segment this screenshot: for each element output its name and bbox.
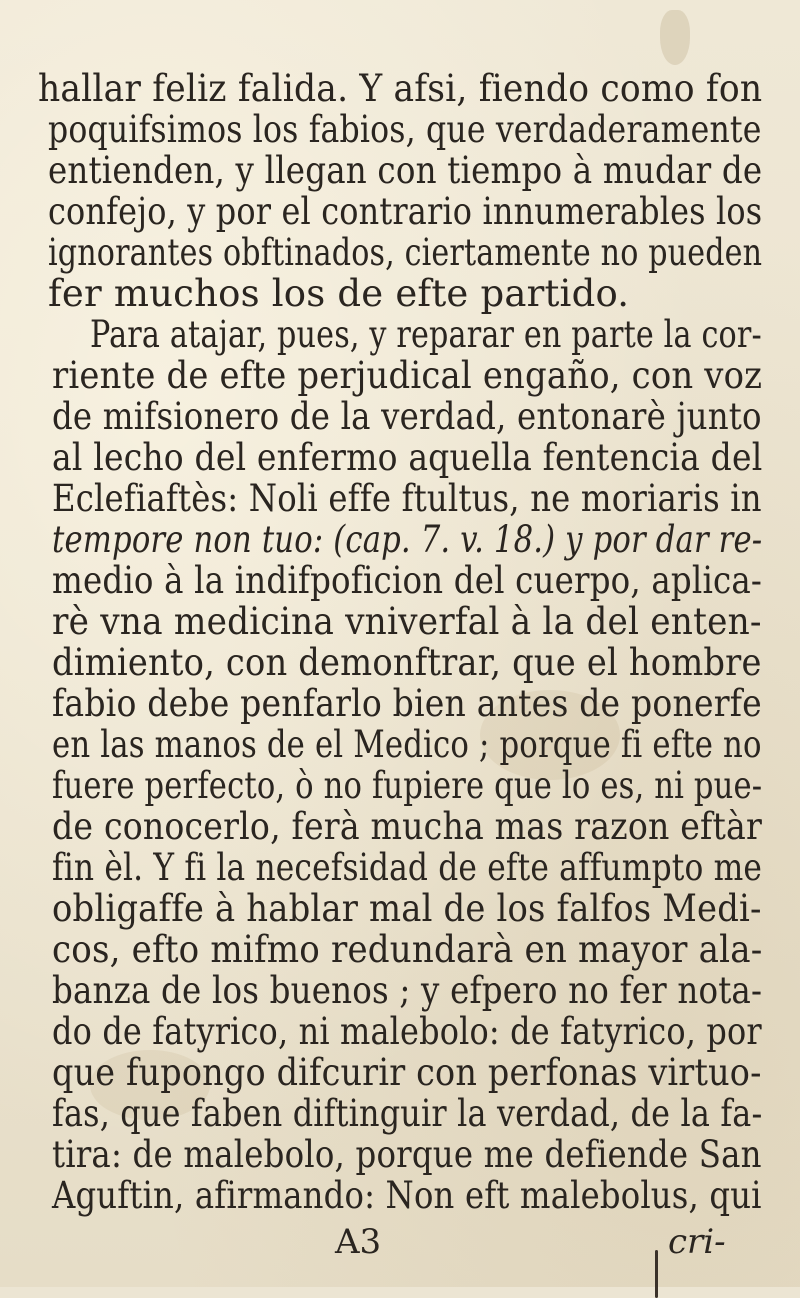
text-line: de mifsionero de la verdad, entonarè junto	[52, 395, 762, 438]
text-line: rè vna medicina vniverfal à la del enten-	[52, 600, 762, 643]
text-line: banza de los buenos ; y efpero no fer nota-	[52, 969, 763, 1012]
text-line: tira: de malebolo, porque me defiende San	[52, 1133, 762, 1176]
ink-mark	[655, 1250, 658, 1298]
text-line: dimiento, con demonftrar, que el hombre	[52, 641, 762, 684]
text-line: que fupongo difcurir con perfonas virtuo-	[52, 1051, 762, 1094]
text-line: Eclefiaftès: Noli effe ftultus, ne moriaris in	[52, 477, 762, 520]
text-line: poquifsimos los fabios, que verdaderamente	[48, 108, 762, 151]
text-line: fas, que faben diftinguir la verdad, de la fa-	[52, 1092, 763, 1135]
text-line: de conocerlo, ferà mucha mas razon eftàr	[52, 805, 763, 848]
signature-mark: A3	[335, 1222, 382, 1262]
text-line: entienden, y llegan con tiempo à mudar de	[48, 149, 763, 192]
text-line: confejo, y por el contrario innumerables los	[48, 190, 763, 233]
text-line: al lecho del enfermo aquella fentencia del	[52, 436, 763, 479]
text-line: do de fatyrico, ni malebolo: de fatyrico, por	[52, 1010, 762, 1053]
paper-tear	[660, 10, 690, 65]
text-line: riente de efte perjudical engaño, con voz	[52, 354, 763, 397]
text-line: ignorantes obftinados, ciertamente no pueden	[48, 231, 763, 274]
text-line: Aguftin, afirmando: Non eft malebolus, qui	[52, 1174, 762, 1217]
text-line: obligaffe à hablar mal de los falfos Medi-	[52, 887, 762, 930]
text-line: tempore non tuo: (cap. 7. v. 18.) y por dar re-	[52, 518, 763, 561]
text-line: cos, efto mifmo redundarà en mayor ala-	[52, 928, 763, 971]
text-line: en las manos de el Medico ; porque fi efte no	[52, 723, 762, 766]
text-line: fuere perfecto, ò no fupiere que lo es, ni pue-	[52, 764, 763, 807]
text-line: fer muchos los de efte partido.	[48, 272, 630, 315]
text-line: fabio debe penfarlo bien antes de ponerfe	[52, 682, 762, 725]
paragraph-start-line: Para atajar, pues, y reparar en parte la cor-	[90, 313, 762, 356]
catchword: cri-	[668, 1222, 726, 1262]
text-line: fin èl. Y fi la necefsidad de efte affumpto me	[52, 846, 763, 889]
text-line: hallar feliz falida. Y afsi, fiendo como fon	[38, 67, 763, 110]
text-line: medio à la indifpoficion del cuerpo, aplica-	[52, 559, 763, 602]
